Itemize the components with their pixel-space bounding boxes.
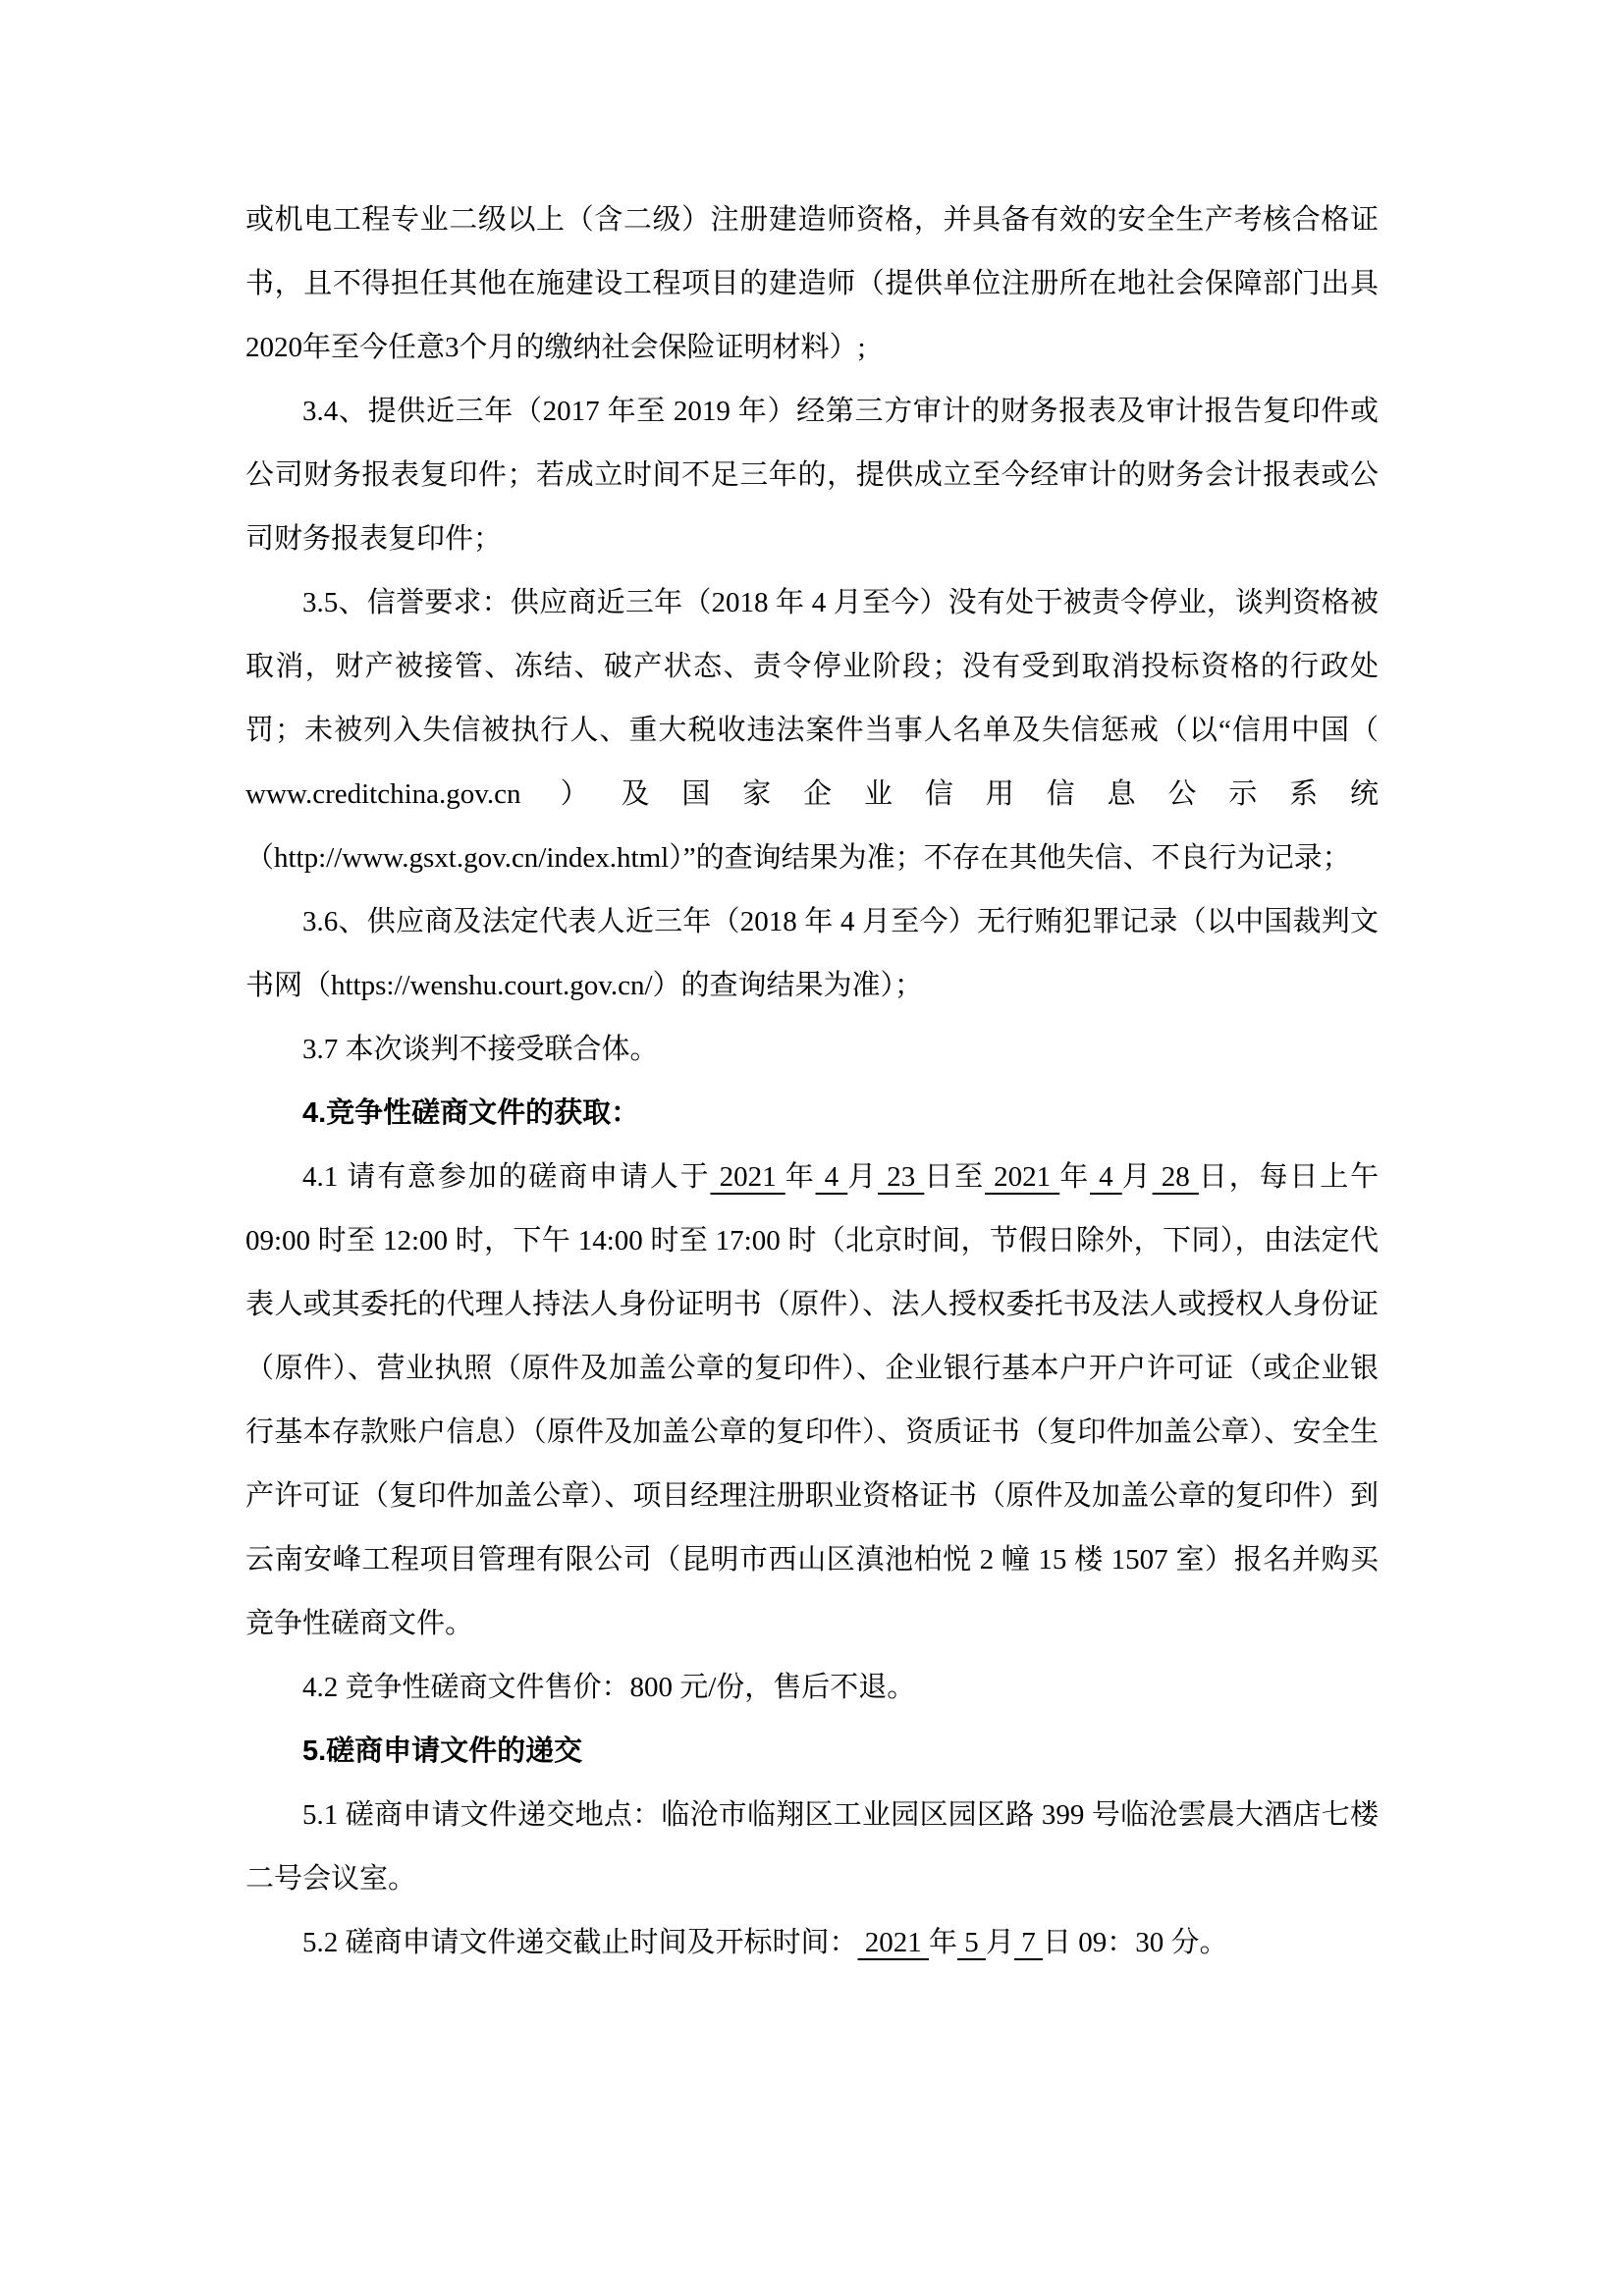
- underlined-deadline-day: 7: [1014, 1927, 1044, 1958]
- paragraph-intro-continuation: 或机电工程专业二级以上（含二级）注册建造师资格，并具备有效的安全生产考核合格证书，且不得担任其他在施建设工程项目的建造师（提供单位注册所在地社会保障部门出具2020年至今任意3个月的缴纳社会保险证明材料）;: [245, 204, 1379, 363]
- paragraph-4-1-text: 年: [785, 1161, 816, 1193]
- paragraph-5-2-text: 5.2 磋商申请文件递交截止时间及开标时间：: [302, 1927, 858, 1958]
- underlined-start-month: 4: [815, 1161, 848, 1193]
- heading-section-4: 4.竞争性磋商文件的获取：: [302, 1097, 640, 1129]
- paragraph-3-7: 3.7 本次谈判不接受联合体。: [302, 1034, 659, 1065]
- underlined-start-day: 23: [878, 1161, 925, 1193]
- paragraph-3-6: 3.6、供应商及法定代表人近三年（2018 年 4 月至今）无行贿犯罪记录（以中国裁判文书网（https://wenshu.court.gov.cn/）的查询结果为准）；: [245, 906, 1379, 1001]
- underlined-end-day: 28: [1152, 1161, 1199, 1193]
- paragraph-4-1-text: 月: [847, 1161, 879, 1193]
- paragraph-4-1-text: 日至: [924, 1161, 986, 1193]
- paragraph-5-2: [245, 1911, 1379, 1975]
- paragraph-5-2-text: 日 09：30 分。: [1043, 1927, 1228, 1958]
- paragraph-4-1-text: 年: [1059, 1161, 1091, 1193]
- paragraph-5-1: 5.1 磋商申请文件递交地点：临沧市临翔区工业园区园区路 399 号临沧雲晨大酒店七楼二号会议室。: [245, 1799, 1379, 1895]
- paragraph-5-2-text: 年: [929, 1927, 958, 1958]
- paragraph-4-1-text: 月: [1121, 1161, 1153, 1193]
- paragraph-4-1: [245, 1146, 1379, 1656]
- paragraph-4-1-text: 日，每日上午 09:00 时至 12:00 时，下午 14:00 时至 17:00 时（北京时间，节假日除外，下同），由法定代表人或其委托的代理人持法人身份证明书（原件）、法人授权委托书及法人或授权人身份证（原件）、营业执照（原件及加盖公章的复印件）、企业银行基本户开户许可证（或企业银行基本存款账户信息）（原件及加盖公章的复印件）、资质证书（复印件加盖公章）、安全生产许可证（复印件加盖公章）、项目经理注册职业资格证书（原件及加盖公章的复印件）到云南安峰工程项目管理有限公司（昆明市西山区滇池柏悦 2 幢 15 楼 1507 室）报名并购买竞争性磋商文件。: [245, 1161, 1380, 1639]
- underlined-deadline-month: 5: [957, 1927, 987, 1958]
- paragraph-3-5: 3.5、信誉要求：供应商近三年（2018 年 4 月至今）没有处于被责令停业，谈判资格被取消，财产被接管、冻结、破产状态、责令停业阶段；没有受到取消投标资格的行政处罚；未被列入失信被执行人、重大税收违法案件当事人名单及失信惩戒（以“信用中国（ www.creditchina.gov.cn ）及国家企业信用信息公示系统（http://www.gsxt.gov.cn/index.html）”的查询结果为准；不存在其他失信、不良行为记录；: [245, 587, 1379, 874]
- underlined-deadline-year: 2021: [857, 1927, 930, 1958]
- paragraph-3-4: 3.4、提供近三年（2017 年至 2019 年）经第三方审计的财务报表及审计报告复印件或公司财务报表复印件；若成立时间不足三年的，提供成立至今经审计的财务会计报表或公司财务报表复印件；: [245, 396, 1379, 555]
- underlined-start-year: 2021: [710, 1161, 785, 1193]
- underlined-end-year: 2021: [985, 1161, 1060, 1193]
- heading-section-5: 5.磋商申请文件的递交: [302, 1735, 583, 1767]
- paragraph-4-2: 4.2 竞争性磋商文件售价：800 元/份，售后不退。: [302, 1672, 916, 1703]
- paragraph-5-2-text: 月: [986, 1927, 1015, 1958]
- paragraph-4-1-text: 4.1 请有意参加的磋商申请人于: [302, 1161, 711, 1193]
- underlined-end-month: 4: [1090, 1161, 1122, 1193]
